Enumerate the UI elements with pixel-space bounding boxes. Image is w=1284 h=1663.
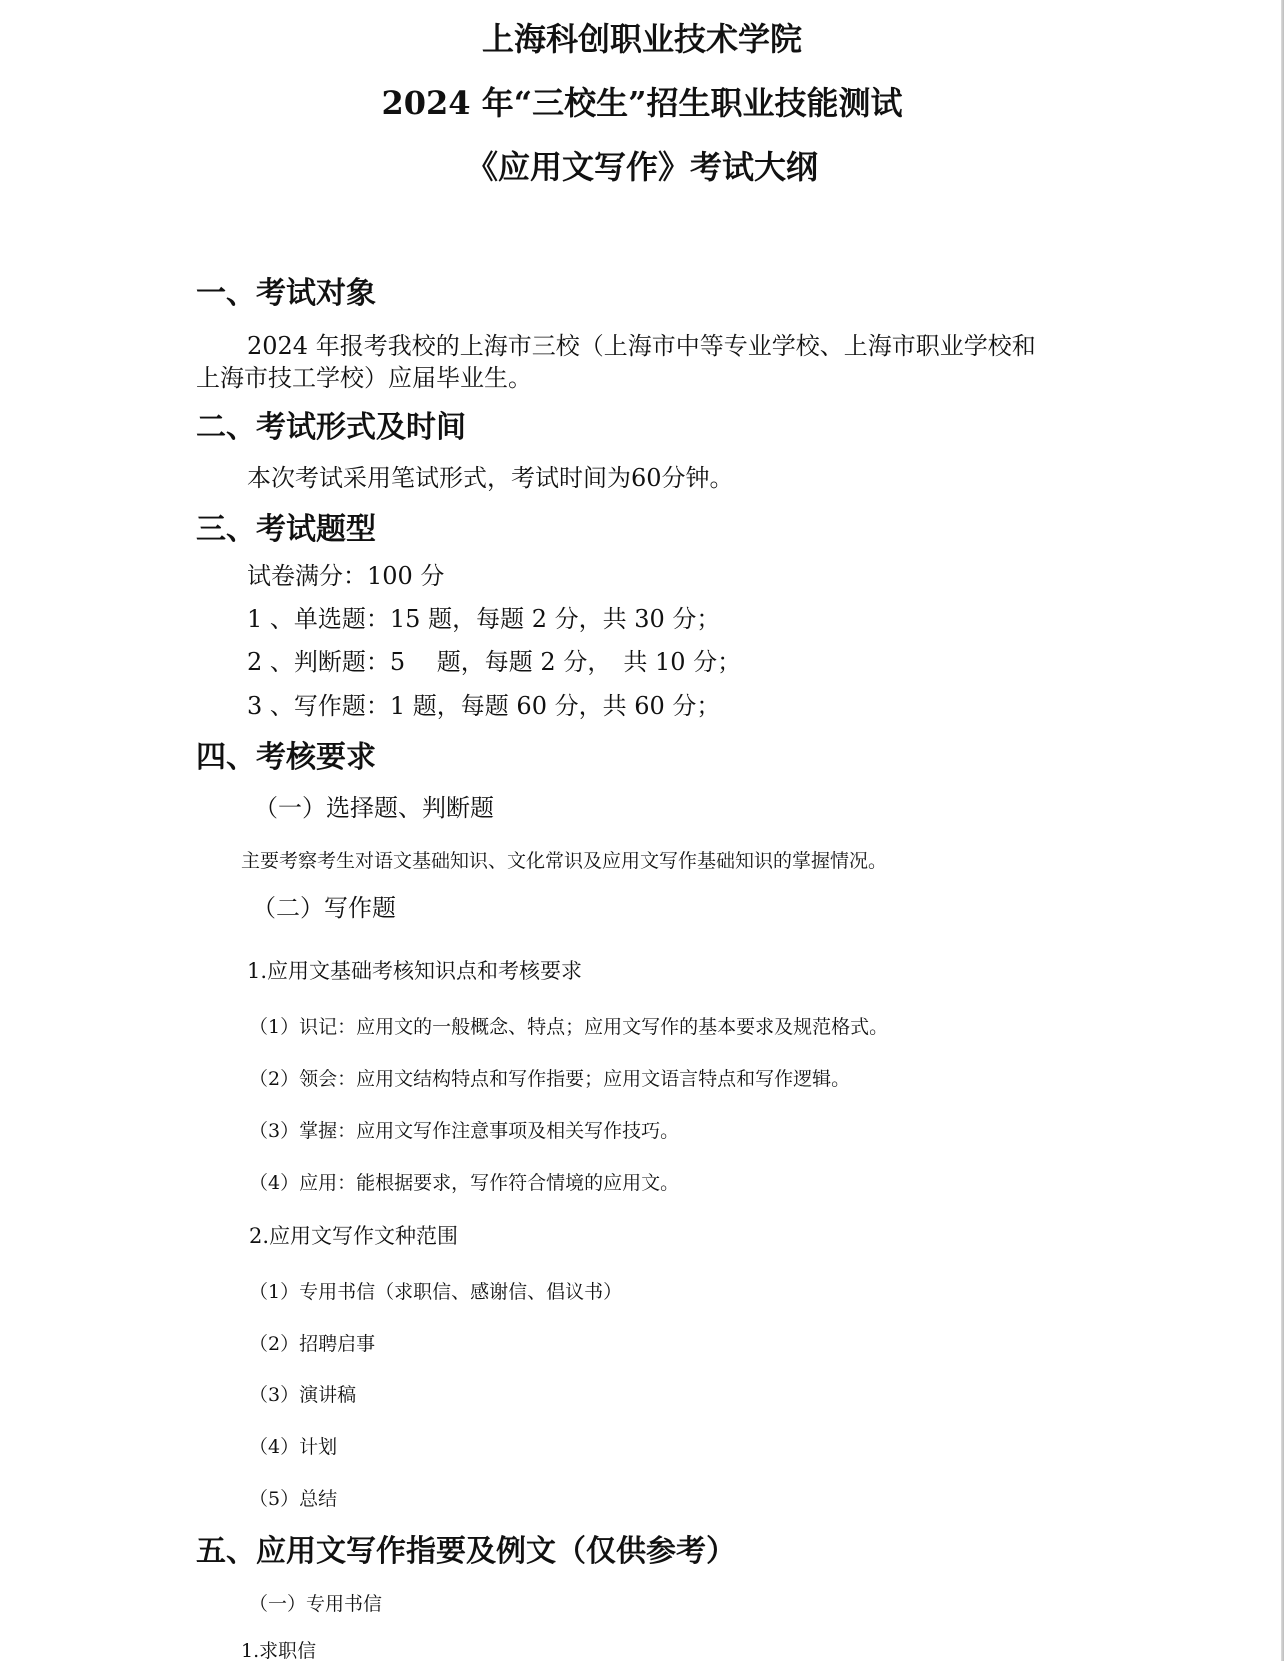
section3-item: 2 、判断题：5 题，每题 2 分， 共 10 分； xyxy=(247,648,742,676)
point1-title: 1.应用文基础考核知识点和考核要求 xyxy=(247,959,583,983)
section3-item: 3 、写作题：1 题，每题 60 分，共 60 分； xyxy=(247,692,721,720)
point2-item: （5）总结 xyxy=(249,1488,338,1510)
section1-para-line2: 上海市技工学校）应届毕业生。 xyxy=(196,364,532,392)
point1-item: （2）领会：应用文结构特点和写作指要；应用文语言特点和写作逻辑。 xyxy=(249,1068,851,1090)
section2-heading: 二、考试形式及时间 xyxy=(196,410,466,445)
point2-item: （2）招聘启事 xyxy=(249,1333,376,1355)
point1-item: （1）识记：应用文的一般概念、特点；应用文写作的基本要求及规范格式。 xyxy=(249,1016,889,1038)
doc-title-school: 上海科创职业技术学院 xyxy=(481,20,802,58)
doc-title-outline: 《应用文写作》考试大纲 xyxy=(465,148,818,186)
point1-item: （3）掌握：应用文写作注意事项及相关写作技巧。 xyxy=(249,1120,680,1142)
section5-heading: 五、应用文写作指要及例文（仅供参考） xyxy=(196,1534,736,1569)
section3-item: 1 、单选题：15 题，每题 2 分，共 30 分； xyxy=(247,605,721,633)
section4-heading: 四、考核要求 xyxy=(196,740,376,775)
point2-item: （3）演讲稿 xyxy=(249,1384,357,1406)
point1-item: （4）应用：能根据要求，写作符合情境的应用文。 xyxy=(249,1172,680,1194)
section4-sub2-title: （二）写作题 xyxy=(252,894,396,922)
section2-para: 本次考试采用笔试形式，考试时间为60分钟。 xyxy=(247,464,734,492)
section3-total: 试卷满分：100 分 xyxy=(247,562,445,590)
section5-sub1-title: （一）专用书信 xyxy=(249,1593,383,1615)
section1-heading: 一、考试对象 xyxy=(196,276,376,311)
point2-title: 2.应用文写作文种范围 xyxy=(249,1224,459,1248)
section5-item1: 1.求职信 xyxy=(241,1640,317,1662)
section1-para-line1: 2024 年报考我校的上海市三校（上海市中等专业学校、上海市职业学校和 xyxy=(247,332,1036,360)
section4-sub1-para: 主要考察考生对语文基础知识、文化常识及应用文写作基础知识的掌握情况。 xyxy=(241,850,888,872)
doc-title-exam: 2024 年“三校生”招生职业技能测试 xyxy=(381,84,903,122)
point2-item: （1）专用书信（求职信、感谢信、倡议书） xyxy=(249,1281,623,1303)
point2-item: （4）计划 xyxy=(249,1436,338,1458)
section3-heading: 三、考试题型 xyxy=(196,512,376,547)
section4-sub1-title: （一）选择题、判断题 xyxy=(254,794,494,822)
